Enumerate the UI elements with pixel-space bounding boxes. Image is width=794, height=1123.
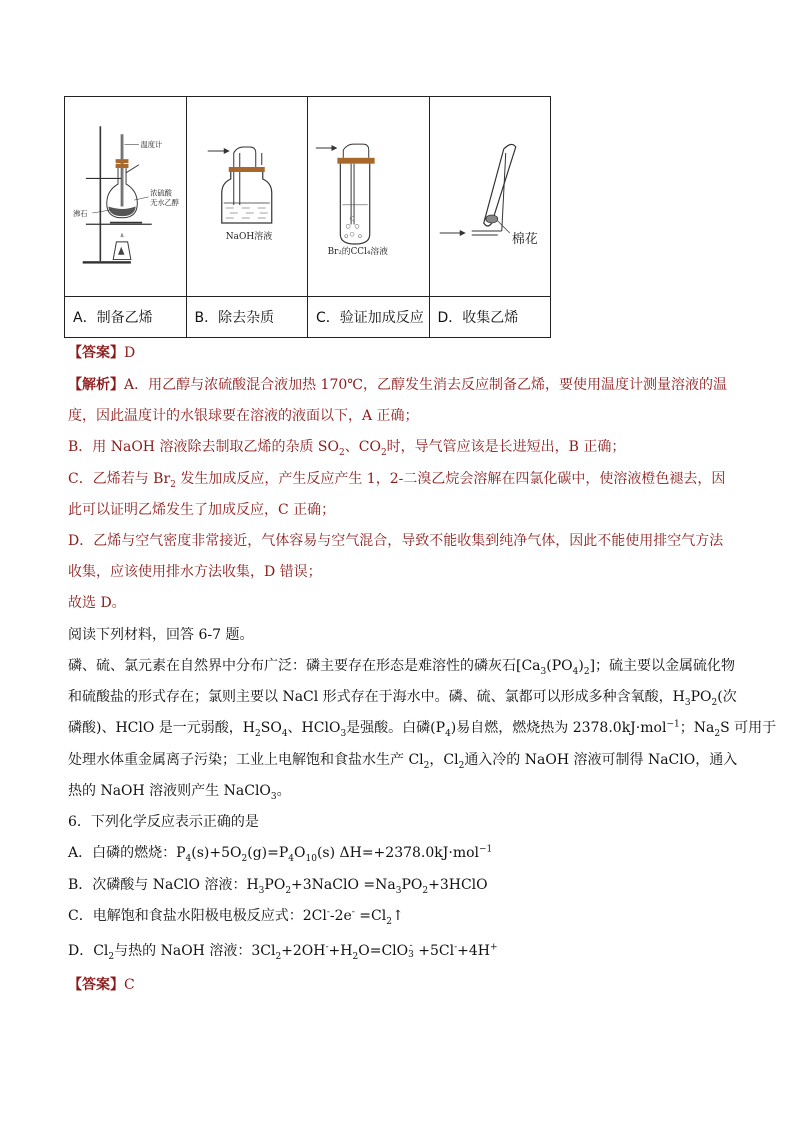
br2-ccl4-solution-label: Br₂的CCl₄溶液 (327, 246, 388, 257)
q5-analysis-d-2: 收集，应该使用排水方法收集，D 错误； (68, 564, 322, 580)
naoh-solution-label: NaOH溶液 (225, 232, 272, 242)
reading-para-line-4: 处理水体重金属离子污染；工业上电解饱和食盐水生产 $Cl_2$，$Cl_2$通入冷的 NaOH 溶液可制得 NaClO，通入 (68, 752, 738, 771)
caption-c: C．验证加成反应 (308, 297, 430, 338)
caption-b: B．除去杂质 (186, 297, 308, 338)
figure-d-gas-collection (430, 97, 551, 296)
reading-para-line-5: 热的 NaOH 溶液则产生 NaClO$_3$。 (68, 783, 291, 802)
q5-analysis-c-1: C．乙烯若与 $Br_2$ 发生加成反应，产生反应产生 1，2-二溴乙烷会溶解在四氯化碳中，使溶液橙色褪去，因 (68, 471, 726, 490)
q6-stem: 6．下列化学反应表示正确的是 (68, 814, 259, 830)
caption-d: D．收集乙烯 (429, 297, 551, 338)
conc-sulfuric-acid-label: 浓硫酸 (150, 188, 172, 198)
q5-analysis-c-2: 此可以证明乙烯发生了加成反应，C 正确； (68, 502, 336, 518)
reading-para-line-1: 磷、硫、氯元素在自然界中分布广泛：磷主要存在形态是难溶性的磷灰石$[Ca_3(PO_4)_2]$；硫主要以金属硫化物 (68, 658, 736, 677)
boiling-chips-label: 沸石 (73, 209, 88, 219)
figure-a-ethylene-preparation (65, 97, 186, 296)
q5-analysis-b: B．用 NaOH 溶液除去制取乙烯的杂质 $SO_2$、$CO_2$时，导气管应该是长进短出，B 正确； (68, 439, 626, 458)
q5-analysis-line-1: 【解析】A．用乙醇与浓硫酸混合液加热 170℃，乙醇发生消去反应制备乙烯，要使用温度计测量溶液的温 (68, 377, 727, 393)
q6-option-a: A．白磷的燃烧：$P_4(s)+5O_2(g)=P_4O_{10}(s)$ ΔH=+2378.0kJ·mol$^{-1}$ (68, 844, 493, 864)
q6-option-b: B．次磷酸与 NaClO 溶液：$H_3PO_2+3NaClO$ $=Na_3PO_2+3HClO$ (68, 877, 488, 896)
q5-analysis-line-2: 度，因此温度计的水银球要在溶液的液面以下，A 正确； (68, 408, 419, 424)
reading-intro: 阅读下列材料，回答 6-7 题。 (68, 627, 254, 643)
q6-option-d: D．$Cl_2$与热的 NaOH 溶液：$3Cl_2+2OH^-+H_2O=ClO$ - 3 +5Cl-+4H+ (68, 941, 498, 962)
q5-answer: 【答案】D (68, 345, 136, 361)
q5-conclusion: 故选 D。 (68, 595, 126, 611)
figure-a-cell (65, 97, 187, 297)
figure-b-gas-washing-bottle (187, 97, 308, 296)
figure-b-cell (186, 97, 308, 297)
reading-para-line-3: 磷酸)、HClO 是一元弱酸，$H_2SO_4$、HClO$_3$是强酸。白磷$(P_4)$易自燃，燃烧热为 2378.0kJ·mol$^{-1}$；$Na_2S$ 可用于 (68, 719, 777, 739)
apparatus-table (64, 96, 551, 338)
reading-para-line-2: 和硫酸盐的形式存在；氯则主要以 NaCl 形式存在于海水中。磷、硫、氯都可以形成多种含氧酸，$H_3PO_2$(次 (68, 689, 737, 708)
figure-c-test-tube (308, 97, 429, 296)
figure-d-cell (429, 97, 551, 297)
cotton-label: 棉花 (511, 232, 538, 247)
q6-answer: 【答案】C (68, 977, 135, 993)
q6-option-c: C．电解饱和食盐水阳极电极反应式：$2Cl^--2e^- =Cl_2↑$ (68, 907, 404, 927)
anhydrous-ethanol-label: 无水乙醇 (150, 197, 180, 207)
thermometer-label: 温度计 (140, 140, 163, 150)
figure-c-cell (308, 97, 430, 297)
q5-analysis-d-1: D．乙烯与空气密度非常接近，气体容易与空气混合，导致不能收集到纯净气体，因此不能使用排空气方法 (68, 533, 724, 549)
caption-a: A．制备乙烯 (65, 297, 187, 338)
